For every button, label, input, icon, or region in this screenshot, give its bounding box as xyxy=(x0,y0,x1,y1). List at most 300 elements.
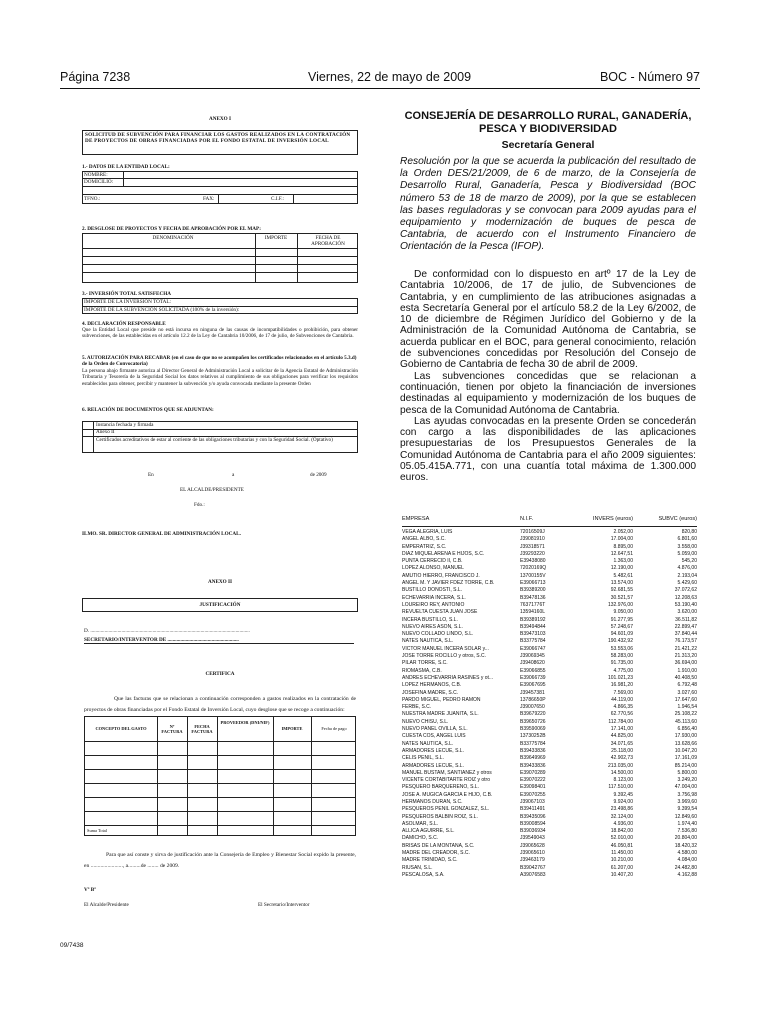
place-year: de 2009 xyxy=(310,472,327,478)
investment-amount: 92.681,55 xyxy=(610,587,633,594)
section4-title: 4. DECLARACIÓN RESPONSABLE xyxy=(82,321,166,327)
investment-amount: 52.010,00 xyxy=(610,835,633,842)
page-number: Página 7238 xyxy=(60,70,131,84)
company-nif: E39070222 xyxy=(520,777,546,784)
investment-amount: 8.123,00 xyxy=(613,777,633,784)
col-proveedor: PROVEEDOR (DNI/NIF) xyxy=(220,720,270,725)
investment-amount: 101.021,23 xyxy=(607,674,633,681)
company-nif: J39069345 xyxy=(520,653,545,660)
company-nif: 13786650P xyxy=(520,696,546,703)
company-name: MANUEL BUSTAM, SANTIAÑEZ y otros xyxy=(402,769,492,776)
table-row xyxy=(402,835,697,842)
secretary-line: SECRETARIO/INTERVENTOR DE ....................................................... xyxy=(84,637,239,643)
table-row xyxy=(402,675,697,682)
subsidy-amount: 1.974,40 xyxy=(677,820,697,827)
table-row xyxy=(402,690,697,697)
company-name: PUNTA CERRECID II, C.B. xyxy=(402,558,463,565)
investment-amount: 5.482,61 xyxy=(613,572,633,579)
table-row xyxy=(402,865,697,872)
col-concepto: CONCEPTO DEL GASTO xyxy=(95,726,147,731)
col-nfactura: Nº FACTURA xyxy=(161,724,183,735)
investment-amount: 44.825,00 xyxy=(610,733,633,740)
table-row xyxy=(402,821,697,828)
table-row xyxy=(402,580,697,587)
investment-amount: 91.277,95 xyxy=(610,616,633,623)
section1-title: 1.- DATOS DE LA ENTIDAD LOCAL: xyxy=(82,164,170,170)
investment-amount: 10.407,20 xyxy=(610,871,633,878)
signed-label: Fdo.: xyxy=(194,502,205,508)
company-name: ANGEL M. Y JAVIER FDEZ TORRE, C.B. xyxy=(402,580,495,587)
table-row xyxy=(402,770,697,777)
company-name: INCERA BUSTILLO, S.L. xyxy=(402,616,458,623)
table-row xyxy=(402,719,697,726)
section-title: Secretaría General xyxy=(501,139,595,151)
subsidy-amount: 4.162,88 xyxy=(677,871,697,878)
investment-amount: 23.498,86 xyxy=(610,806,633,813)
issue-date: Viernes, 22 de mayo de 2009 xyxy=(308,70,472,84)
company-nif: B33775784 xyxy=(520,740,546,747)
company-nif: J39065610 xyxy=(520,850,545,857)
running-header xyxy=(60,70,700,88)
company-name: RIUSAN, S.L. xyxy=(402,864,433,871)
investment-box xyxy=(82,298,358,314)
investment-amount: 94.601,09 xyxy=(610,631,633,638)
table-row xyxy=(402,857,697,864)
section5-title: 5. AUTORIZACIÓN PARA RECABAR (en el caso de que no se acompañen los certificados relacionados en el artículo 5.3.d) de la Orden de Convocatoria) xyxy=(82,355,357,368)
investment-amount: 190.432,92 xyxy=(607,638,633,645)
table-row xyxy=(402,638,697,645)
mayor-signature: El Alcalde/Presidente xyxy=(84,902,129,908)
company-name: ARMADORES LECUE, S.L. xyxy=(402,747,464,754)
company-name: LOUREIRO REY, ANTONIO xyxy=(402,601,465,608)
company-name: ANGEL ALBO, S.C. xyxy=(402,536,446,543)
field-domicilio: DOMICILIO: xyxy=(84,179,114,185)
company-name: CELIS PENIL, S.L. xyxy=(402,755,444,762)
table-row xyxy=(402,755,697,762)
company-name: BRISAS DE LA MONTAÑA, S.C. xyxy=(402,842,475,849)
company-name: JOSE A. MUGICA GARCIA E HIJO, C.B. xyxy=(402,791,493,798)
header-rule xyxy=(60,88,700,89)
company-nif: E39070255 xyxy=(520,791,546,798)
investment-amount: 32.124,00 xyxy=(610,813,633,820)
subsidy-amount: 37.840,44 xyxy=(674,631,697,638)
table-row xyxy=(402,733,697,740)
annex2-title: ANEXO II xyxy=(207,579,233,585)
subsidies-table xyxy=(402,516,697,879)
table-row xyxy=(402,784,697,791)
company-name: BUSTILLO DONOSTI, S.L. xyxy=(402,587,463,594)
table-row xyxy=(402,595,697,602)
company-name: ANDRES ECHEVARRIA RASINES y ot... xyxy=(402,674,494,681)
journal-number: BOC - Número 97 xyxy=(599,70,700,84)
company-name: DAMICHO, S.C. xyxy=(402,835,439,842)
company-nif: J39007650 xyxy=(520,704,545,711)
table-row xyxy=(402,660,697,667)
company-name: HERMANOS DURAN, S.C. xyxy=(402,798,463,805)
col-fecha-pago: Fecha de pago xyxy=(321,726,347,731)
certifies-title: CERTIFICA xyxy=(205,671,235,677)
secretary-signature: El Secretario/Interventor xyxy=(258,902,310,908)
company-nif: 76371776T xyxy=(520,601,546,608)
table-row xyxy=(402,668,697,675)
table-row xyxy=(402,726,697,733)
company-nif: B33775784 xyxy=(520,638,546,645)
company-name: PILAR TORRE, S.C. xyxy=(402,660,448,667)
company-nif: B39042767 xyxy=(520,864,546,871)
table-row xyxy=(402,529,697,536)
department-title: CONSEJERÍA DE DESARROLLO RURAL, GANADERÍA, PESCA Y BIODIVERSIDAD xyxy=(404,110,692,135)
company-nif: J39081910 xyxy=(520,536,545,543)
company-nif: J39067103 xyxy=(520,798,545,805)
company-nif: B39008594 xyxy=(520,820,546,827)
company-nif: E39438080 xyxy=(520,558,546,565)
company-nif: B39649969 xyxy=(520,755,546,762)
company-nif: J39549043 xyxy=(520,835,545,842)
company-name: NUEVO CHISU, S.L. xyxy=(402,718,449,725)
company-name: PESQUEROS BALBIN ROIZ, S.L. xyxy=(402,813,478,820)
company-nif: E39066739 xyxy=(520,674,546,681)
certification-text: Que las facturas que se relacionan a continuación corresponden a gastos realizados en la contratación de proyectos de obras financiadas por el Fondo Estatal de Inversión Local, cuyo desglose que se recoge a continuación: xyxy=(84,696,356,713)
subsidy-amount: 53.190,40 xyxy=(674,601,697,608)
company-nif: B39590069 xyxy=(520,726,546,733)
company-nif: B39473103 xyxy=(520,631,546,638)
table-row xyxy=(402,828,697,835)
subsidy-amount: 76.173,57 xyxy=(674,638,697,645)
company-name: FERBE, S.C. xyxy=(402,704,432,711)
subsidy-amount: 17.930,00 xyxy=(674,733,697,740)
company-nif: J39408620 xyxy=(520,660,545,667)
company-name: ECHEVARRIA INCERA, S.L. xyxy=(402,594,466,601)
table-header xyxy=(402,516,697,525)
subsidy-amount: 820,80 xyxy=(681,529,697,535)
company-name: NUESTRA MADRE JUANITA, S.L. xyxy=(402,711,479,718)
addressee: ILMO. SR. DIRECTOR GENERAL DE ADMINISTRACIÓN LOCAL. xyxy=(82,531,241,537)
company-name: NUEVO PANEL OVILLA, S.L. xyxy=(402,726,468,733)
investment-amount: 14.500,00 xyxy=(610,769,633,776)
investment-amount: 9.924,00 xyxy=(613,798,633,805)
investment-amount: 10.210,00 xyxy=(610,857,633,864)
investment-amount: 17.141,00 xyxy=(610,726,633,733)
company-name: NUEVO AIRES ASON, S.L. xyxy=(402,623,463,630)
doc-anexo2: Anexo II xyxy=(96,429,115,435)
investment-amount: 9.050,00 xyxy=(613,609,633,616)
projects-table xyxy=(82,233,358,283)
company-name: VICTOR MANUEL INCERA SOLAR y... xyxy=(402,645,489,652)
investment-amount: 8.895,00 xyxy=(613,543,633,550)
company-nif: B39478136 xyxy=(520,594,546,601)
section2-title: 2. DESGLOSE DE PROYECTOS Y FECHA DE APROBACIÓN POR EL MAP: xyxy=(82,226,261,232)
company-nif: 72020169Q xyxy=(520,565,547,572)
investment-amount: 13.574,00 xyxy=(610,580,633,587)
col-fecha-factura: FECHA FACTURA xyxy=(191,724,213,735)
subsidy-amount: 3.558,00 xyxy=(677,543,697,550)
subsidy-amount: 7.536,80 xyxy=(677,828,697,835)
table-row xyxy=(402,631,697,638)
company-nif: B39036934 xyxy=(520,828,546,835)
table-row xyxy=(402,792,697,799)
subsidy-amount: 9.399,54 xyxy=(677,806,697,813)
investment-amount: 117.510,00 xyxy=(608,784,633,791)
table-row xyxy=(402,551,697,558)
company-nif: B39435096 xyxy=(520,813,546,820)
subsidy-amount: 40.408,50 xyxy=(674,674,697,681)
table-row xyxy=(402,799,697,806)
table-header-rule xyxy=(402,526,697,527)
subsidy-amount: 2.193,04 xyxy=(677,572,697,579)
subsidy-amount: 25.108,22 xyxy=(674,711,697,718)
paragraph-2: Las subvenciones concedidas que se relacionan a continuación, tienen por objeto la financiación de inversiones destinadas al equipamiento y modernización de los buques de pesca de la Comunidad Autónoma de Cantabria. xyxy=(400,370,696,416)
subsidy-amount: 6.801,60 xyxy=(677,536,697,543)
investment-amount: 18.842,00 xyxy=(610,828,633,835)
company-nif: B39411491 xyxy=(520,806,546,813)
table-row xyxy=(402,777,697,784)
investment-amount: 62.770,56 xyxy=(610,711,633,718)
company-name: LOPEZ ALONSO, MANUEL xyxy=(402,565,464,572)
subsidy-amount: 12.208,63 xyxy=(674,594,697,601)
resolution-summary: Resolución por la que se acuerda la publicación del resultado de la Orden DES/21/2009, de 6 de marzo, de la Consejería de Desarrollo Rural, Ganadería, Pesca y Biodiversidad (BOC número 53 de 18 de marzo de 2009), por la que se establecen las bases reguladoras y se convocan para 2009 ayudas para el equipamiento y modernización de buques de pesca de Cantabria, de acuerdo con el Instrumento Financiero de Orientación de la Pesca (IFOP). xyxy=(400,156,696,253)
paragraph-3: Las ayudas convocadas en la presente Orden se concederán con cargo a las disponibilidades de las aplicaciones presupuestarias de los Presupuestos Generales de la Comunidad Autónoma de Cantabria para el año 2009 siguientes: 05.05.415A.771, con una cuantía total máxima de 1.300.000 euros. xyxy=(400,415,696,484)
col-inversion: INVERS (euros) xyxy=(592,516,633,522)
subsidy-amount: 20.804,00 xyxy=(674,835,697,842)
section3-title: 3.- INVERSIÓN TOTAL SATISFECHA xyxy=(82,291,171,297)
subsidy-amount: 10.047,20 xyxy=(674,747,697,754)
subsidy-amount: 17.161,09 xyxy=(674,755,697,762)
investment-amount: 2.052,00 xyxy=(613,529,633,535)
company-nif: E39067695 xyxy=(520,682,546,689)
subsidy-amount: 36.511,82 xyxy=(675,616,697,623)
company-nif: E39070289 xyxy=(520,769,546,776)
subsidy-requested-label: IMPORTE DE LA SUBVENCIÓN SOLICITADA (100% de la inversión): xyxy=(84,307,240,313)
doc-certificados: Certificados acreditativos de estar al corriente de las obligaciones tributarias y con la Seguridad Social. (Optativo) xyxy=(96,437,333,443)
section6-title: 6. RELACIÓN DE DOCUMENTOS QUE SE ADJUNTAN: xyxy=(82,407,214,413)
company-nif: J39463179 xyxy=(520,857,545,864)
subsidy-amount: 36.694,00 xyxy=(674,660,697,667)
investment-amount: 57.248,67 xyxy=(610,623,633,630)
investment-amount: 11.450,00 xyxy=(611,850,633,857)
entity-data-box xyxy=(82,171,358,204)
company-nif: E39098401 xyxy=(520,784,546,791)
company-name: RIOMASMA, C.B. xyxy=(402,667,442,674)
investment-amount: 34.071,65 xyxy=(610,740,633,747)
investment-amount: 1.363,00 xyxy=(613,558,633,565)
subsidy-amount: 5.800,00 xyxy=(677,769,697,776)
table-row xyxy=(402,763,697,770)
declarant-line: D. ........................................................................................................................... xyxy=(84,628,250,634)
table-row xyxy=(402,704,697,711)
company-name: DIAZ MIQUELARENA E HIJOS, S.C. xyxy=(402,550,485,557)
company-nif: 13730252B xyxy=(520,733,546,740)
field-fax: FAX: xyxy=(203,196,215,202)
subsidy-amount: 6.792,48 xyxy=(677,682,697,689)
investment-amount: 112.784,00 xyxy=(608,718,633,725)
request-title-box: SOLICITUD DE SUBVENCIÓN PARA FINANCIAR LOS GASTOS REALIZADOS EN LA CONTRATACIÓN DE PROYECTOS DE OBRAS FINANCIADAS POR EL FONDO ESTATAL DE INVERSIÓN LOCAL xyxy=(82,130,358,155)
company-name: VEGA ALEGRIA, LUIS xyxy=(402,529,453,535)
investment-amount: 30.521,57 xyxy=(610,594,633,601)
subsidy-amount: 3.756,98 xyxy=(677,791,697,798)
col-fecha-aprobacion: FECHA DE APROBACIÓN xyxy=(311,235,345,248)
subsidy-amount: 45.113,60 xyxy=(675,718,697,725)
subsidy-amount: 37.072,62 xyxy=(674,587,697,594)
place-en: En xyxy=(148,472,154,478)
company-name: NATES NAUTICA, S.L. xyxy=(402,740,454,747)
subsidy-amount: 3.249,20 xyxy=(677,777,697,784)
company-name: JOSE TORRE ROCILLO y otros, S.C. xyxy=(402,653,487,660)
field-tfno: TFNO.: xyxy=(84,196,101,202)
company-nif: E39066713 xyxy=(520,580,546,587)
table-row xyxy=(402,748,697,755)
company-nif: A39076583 xyxy=(520,871,546,878)
subsidy-amount: 85.214,00 xyxy=(674,762,697,769)
company-nif: 13700155V xyxy=(520,572,546,579)
company-name: REVUELTA CUESTA JUAN JOSE xyxy=(402,609,478,616)
company-name: AMUTIO HIERRO, FRANCISCO J. xyxy=(402,572,480,579)
investment-amount: 4.775,00 xyxy=(613,667,633,674)
signer-title: EL ALCALDE/PRESIDENTE xyxy=(180,487,244,493)
investment-amount: 12.190,00 xyxy=(610,565,633,572)
doc-instancia: Instancia fechada y firmada xyxy=(96,422,154,428)
subsidy-amount: 47.004,00 xyxy=(674,784,697,791)
table-row xyxy=(402,646,697,653)
investment-amount: 17.004,00 xyxy=(610,536,633,543)
subsidy-amount: 5.059,00 xyxy=(677,550,697,557)
col-subvencion: SUBVC (euros) xyxy=(658,516,697,522)
company-nif: B39433836 xyxy=(520,762,546,769)
subsidy-amount: 4.580,00 xyxy=(677,850,697,857)
investment-amount: 4.936,00 xyxy=(613,820,633,827)
documents-table xyxy=(82,421,358,453)
company-nif: B39679220 xyxy=(520,711,546,718)
table-row xyxy=(402,544,697,551)
subsidy-amount: 17.647,60 xyxy=(674,696,697,703)
company-name: PESQUEROS PENIL GONZALEZ, S.L. xyxy=(402,806,490,813)
table-row xyxy=(402,697,697,704)
table-row xyxy=(402,806,697,813)
closing-text: Para que así conste y sirva de justificación ante la Consejería de Empleo y Bienestar Social expido la presente, en ......................., a.........de ........ de 2009. xyxy=(84,852,356,869)
subsidy-amount: 5.429,60 xyxy=(677,580,697,587)
subsidy-amount: 22.899,47 xyxy=(674,623,697,630)
investment-amount: 9.392,45 xyxy=(613,791,633,798)
paragraph-1: De conformidad con lo dispuesto en artº 17 de la Ley de Cantabria 10/2006, de 17 de julio, de Subvenciones de Cantabria, y en cumplimiento de las atribuciones asignadas a esta Secretaría General por el artículo 58.2 de la Ley 6/2002, de 10 de diciembre de Régimen Jurídico del Gobierno y de la Administración de la Comunidad Autónoma de Cantabria, se acuerda publicar en el BOC, para general conocimiento, relación de subvenciones concedidas por Resolución del Consejo de Gobierno de Cantabria de fecha 30 de abril de 2009. xyxy=(400,269,696,371)
investment-amount: 213.035,00 xyxy=(607,762,633,769)
table-row xyxy=(402,573,697,580)
investment-amount: 12.647,51 xyxy=(610,550,633,557)
subsidy-amount: 21.421,22 xyxy=(674,645,697,652)
subsidy-amount: 12.849,60 xyxy=(674,813,697,820)
table-row xyxy=(402,587,697,594)
sum-total: Suma Total xyxy=(87,828,107,833)
table-row xyxy=(402,617,697,624)
authorization-text: La persona abajo firmante autoriza al Director General de Administración Local a solicitar de la Agencia Estatal de Administración Tributaria y Tesorería de la Seguridad Social los datos relativos al cumplimiento de sus obligaciones para verificar los requisitos establecidos para obtener, percibir y mantener la subvención y/o ayuda convocada mediante la presente Orden xyxy=(82,368,358,387)
investment-amount: 7.569,00 xyxy=(613,689,633,696)
table-row xyxy=(402,741,697,748)
subsidy-amount: 1.910,00 xyxy=(677,667,697,674)
investment-amount: 25.118,00 xyxy=(611,747,633,754)
col-empresa: EMPRESA xyxy=(402,516,430,522)
investment-amount: 132.976,00 xyxy=(607,601,633,608)
company-name: EMPERATRIZ, S.C. xyxy=(402,543,447,550)
subsidy-amount: 545,20 xyxy=(681,558,697,565)
investment-amount: 91.735,00 xyxy=(610,660,633,667)
subsidy-amount: 18.420,32 xyxy=(674,842,697,849)
justification-box: JUSTIFICACIÓN xyxy=(82,598,358,612)
company-nif: B39650726 xyxy=(520,718,546,725)
subsidy-amount: 6.856,40 xyxy=(677,726,697,733)
company-name: NATES NAUTICA, S.L. xyxy=(402,638,454,645)
declaration-text: Que la Entidad Local que preside no está incursa en ninguna de las causas de incompatibilidades o prohibición, para obtener subvenciones, de las establecidas en el artículo 12.2 de la Ley de Cantabria 10/2006, de 17 de julio, de Subvenciones de Cantabria. xyxy=(82,327,358,340)
subsidy-amount: 3.969,60 xyxy=(677,798,697,805)
company-nif: B39433836 xyxy=(520,747,546,754)
company-name: CUESTA COS, ANGEL LUIS xyxy=(402,733,466,740)
company-name: ALLICA AGUIRRE, S.L. xyxy=(402,828,455,835)
subsidy-amount: 4.084,00 xyxy=(677,857,697,864)
table-body xyxy=(402,529,697,879)
col-importe-factura: IMPORTE xyxy=(281,726,303,731)
company-nif: E39066855 xyxy=(520,667,546,674)
table-row xyxy=(402,624,697,631)
table-row xyxy=(402,536,697,543)
investment-amount: 46.050,81 xyxy=(610,842,633,849)
table-row xyxy=(402,602,697,609)
body-text xyxy=(400,269,696,484)
company-name: VICENTE CORTABITARTE ROIZ y otro xyxy=(402,777,490,784)
company-nif: 72016509J xyxy=(520,529,545,535)
table-row xyxy=(402,843,697,850)
investment-amount: 53.553,06 xyxy=(610,645,633,652)
subsidy-amount: 21.313,20 xyxy=(674,653,697,660)
company-name: LOPEZ HERMANOS, C.B. xyxy=(402,682,462,689)
company-nif: B39494844 xyxy=(520,623,546,630)
investment-amount: 16.981,20 xyxy=(610,682,633,689)
company-nif: E39066747 xyxy=(520,645,546,652)
place-a: a xyxy=(232,472,235,478)
divider xyxy=(84,643,354,644)
subsidy-amount: 3.620,00 xyxy=(677,609,697,616)
company-name: PARDO MIGUEL, PEDRO RAMON xyxy=(402,696,481,703)
subsidy-amount: 1.946,54 xyxy=(677,704,697,711)
company-nif: J39293220 xyxy=(520,550,545,557)
annex1-title: ANEXO I xyxy=(208,116,232,122)
vb-label: Vº Bº xyxy=(84,887,96,893)
subsidy-amount: 13.628,66 xyxy=(674,740,697,747)
table-row xyxy=(402,653,697,660)
company-nif: J39065628 xyxy=(520,842,545,849)
table-row xyxy=(402,850,697,857)
field-nombre: NOMBRE: xyxy=(84,172,108,178)
company-name: NUEVO COLLADO LINDO, S.L. xyxy=(402,631,474,638)
company-name: ARMADORES LECUE, S.L. xyxy=(402,762,464,769)
company-name: PESQUERO BARQUEREÑO, S.L. xyxy=(402,784,479,791)
table-row xyxy=(402,872,697,879)
subsidy-amount: 24.482,80 xyxy=(674,864,697,871)
investment-amount: 44.119,00 xyxy=(611,696,633,703)
table-row xyxy=(402,814,697,821)
table-row xyxy=(402,711,697,718)
table-row xyxy=(402,609,697,616)
subsidy-amount: 4.876,00 xyxy=(677,565,697,572)
table-row xyxy=(402,565,697,572)
investment-amount: 4.866,35 xyxy=(613,704,633,711)
company-nif: J39457381 xyxy=(520,689,545,696)
company-name: MADRE DEL CREADOR, S.C. xyxy=(402,850,470,857)
col-nif: N.I.F. xyxy=(520,516,534,522)
col-importe: IMPORTE xyxy=(264,235,288,241)
company-nif: 13594160L xyxy=(520,609,546,616)
investment-amount: 58.283,00 xyxy=(610,653,633,660)
company-name: PESCALOSA, S.A. xyxy=(402,871,445,878)
company-name: JOSEFINA MADRE, S.C. xyxy=(402,689,459,696)
company-nif: B39389192 xyxy=(520,616,546,623)
company-name: MADRE TRINIDAD, S.C. xyxy=(402,857,458,864)
